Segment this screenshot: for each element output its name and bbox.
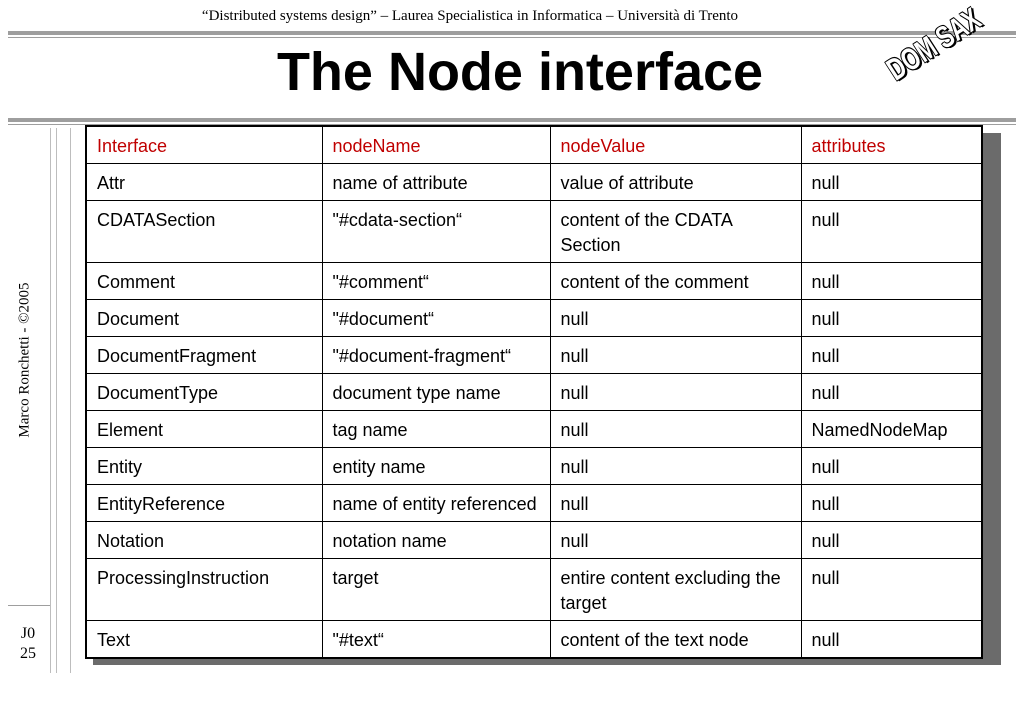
node-interface-table [85,125,983,659]
slide-header: “Distributed systems design” – Laurea Specialistica in Informatica – Università di Trento [201,8,739,24]
table-cell: content of the CDATA Section [550,201,801,263]
table-row [86,164,982,201]
author-credit: Marco Ronchetti - ©2005 [16,282,33,438]
table-cell: null [801,337,982,374]
table-cell: value of attribute [550,164,801,201]
table-cell: null [801,164,982,201]
table-row [86,522,982,559]
dom-sax-logo: DOM SAX [880,1,987,88]
table-cell: NamedNodeMap [801,411,982,448]
table-cell: null [801,263,982,300]
table-cell: null [801,621,982,659]
table-cell: entity name [322,448,550,485]
table-cell: Document [86,300,322,337]
table-cell: entire content excluding the target [550,559,801,621]
table-cell: null [550,411,801,448]
column-header: Interface [86,126,322,164]
table-cell: Element [86,411,322,448]
table-cell: notation name [322,522,550,559]
table-cell: null [550,522,801,559]
table-cell: content of the comment [550,263,801,300]
table-cell: null [801,522,982,559]
table-cell: DocumentType [86,374,322,411]
table-cell: Text [86,621,322,659]
table-cell: Comment [86,263,322,300]
table-row [86,485,982,522]
table-cell: null [550,300,801,337]
table-cell: null [801,485,982,522]
table-cell: "#document-fragment“ [322,337,550,374]
table-cell: null [801,374,982,411]
table-cell: null [550,448,801,485]
table-cell: "#cdata-section“ [322,201,550,263]
table-cell: null [801,300,982,337]
sidebar-divider [8,605,50,606]
title-rule [8,118,1016,125]
table-cell: EntityReference [86,485,322,522]
table-cell: null [801,201,982,263]
table-cell: target [322,559,550,621]
table-cell: null [550,485,801,522]
table-cell: "#text“ [322,621,550,659]
table-cell: null [550,374,801,411]
column-header: nodeName [322,126,550,164]
slide-code: J0 [20,625,36,642]
content-rule [70,128,71,673]
column-header: nodeValue [550,126,801,164]
table-cell: "#document“ [322,300,550,337]
table-cell: null [550,337,801,374]
table-row [86,337,982,374]
table-cell: name of attribute [322,164,550,201]
table-row [86,448,982,485]
table-row [86,263,982,300]
table-cell: DocumentFragment [86,337,322,374]
table-cell: tag name [322,411,550,448]
table-header-row [86,126,982,164]
column-header: attributes [801,126,982,164]
table-cell: null [801,448,982,485]
slide-title: The Node interface [276,42,764,102]
table-cell: CDATASection [86,201,322,263]
table-row [86,374,982,411]
table-row [86,201,982,263]
table-cell: Attr [86,164,322,201]
slide-number [8,624,48,664]
top-rule [8,31,1016,38]
slide-page: 25 [20,645,36,662]
table-row [86,559,982,621]
table-row [86,300,982,337]
table-row [86,621,982,659]
table-cell: Entity [86,448,322,485]
sidebar-rule [50,128,51,673]
table-cell: name of entity referenced [322,485,550,522]
table-cell: ProcessingInstruction [86,559,322,621]
table-cell: Notation [86,522,322,559]
table-cell: "#comment“ [322,263,550,300]
table-row [86,411,982,448]
table-cell: document type name [322,374,550,411]
table-cell: content of the text node [550,621,801,659]
table-cell: null [801,559,982,621]
sidebar-rule-inner [56,128,57,673]
